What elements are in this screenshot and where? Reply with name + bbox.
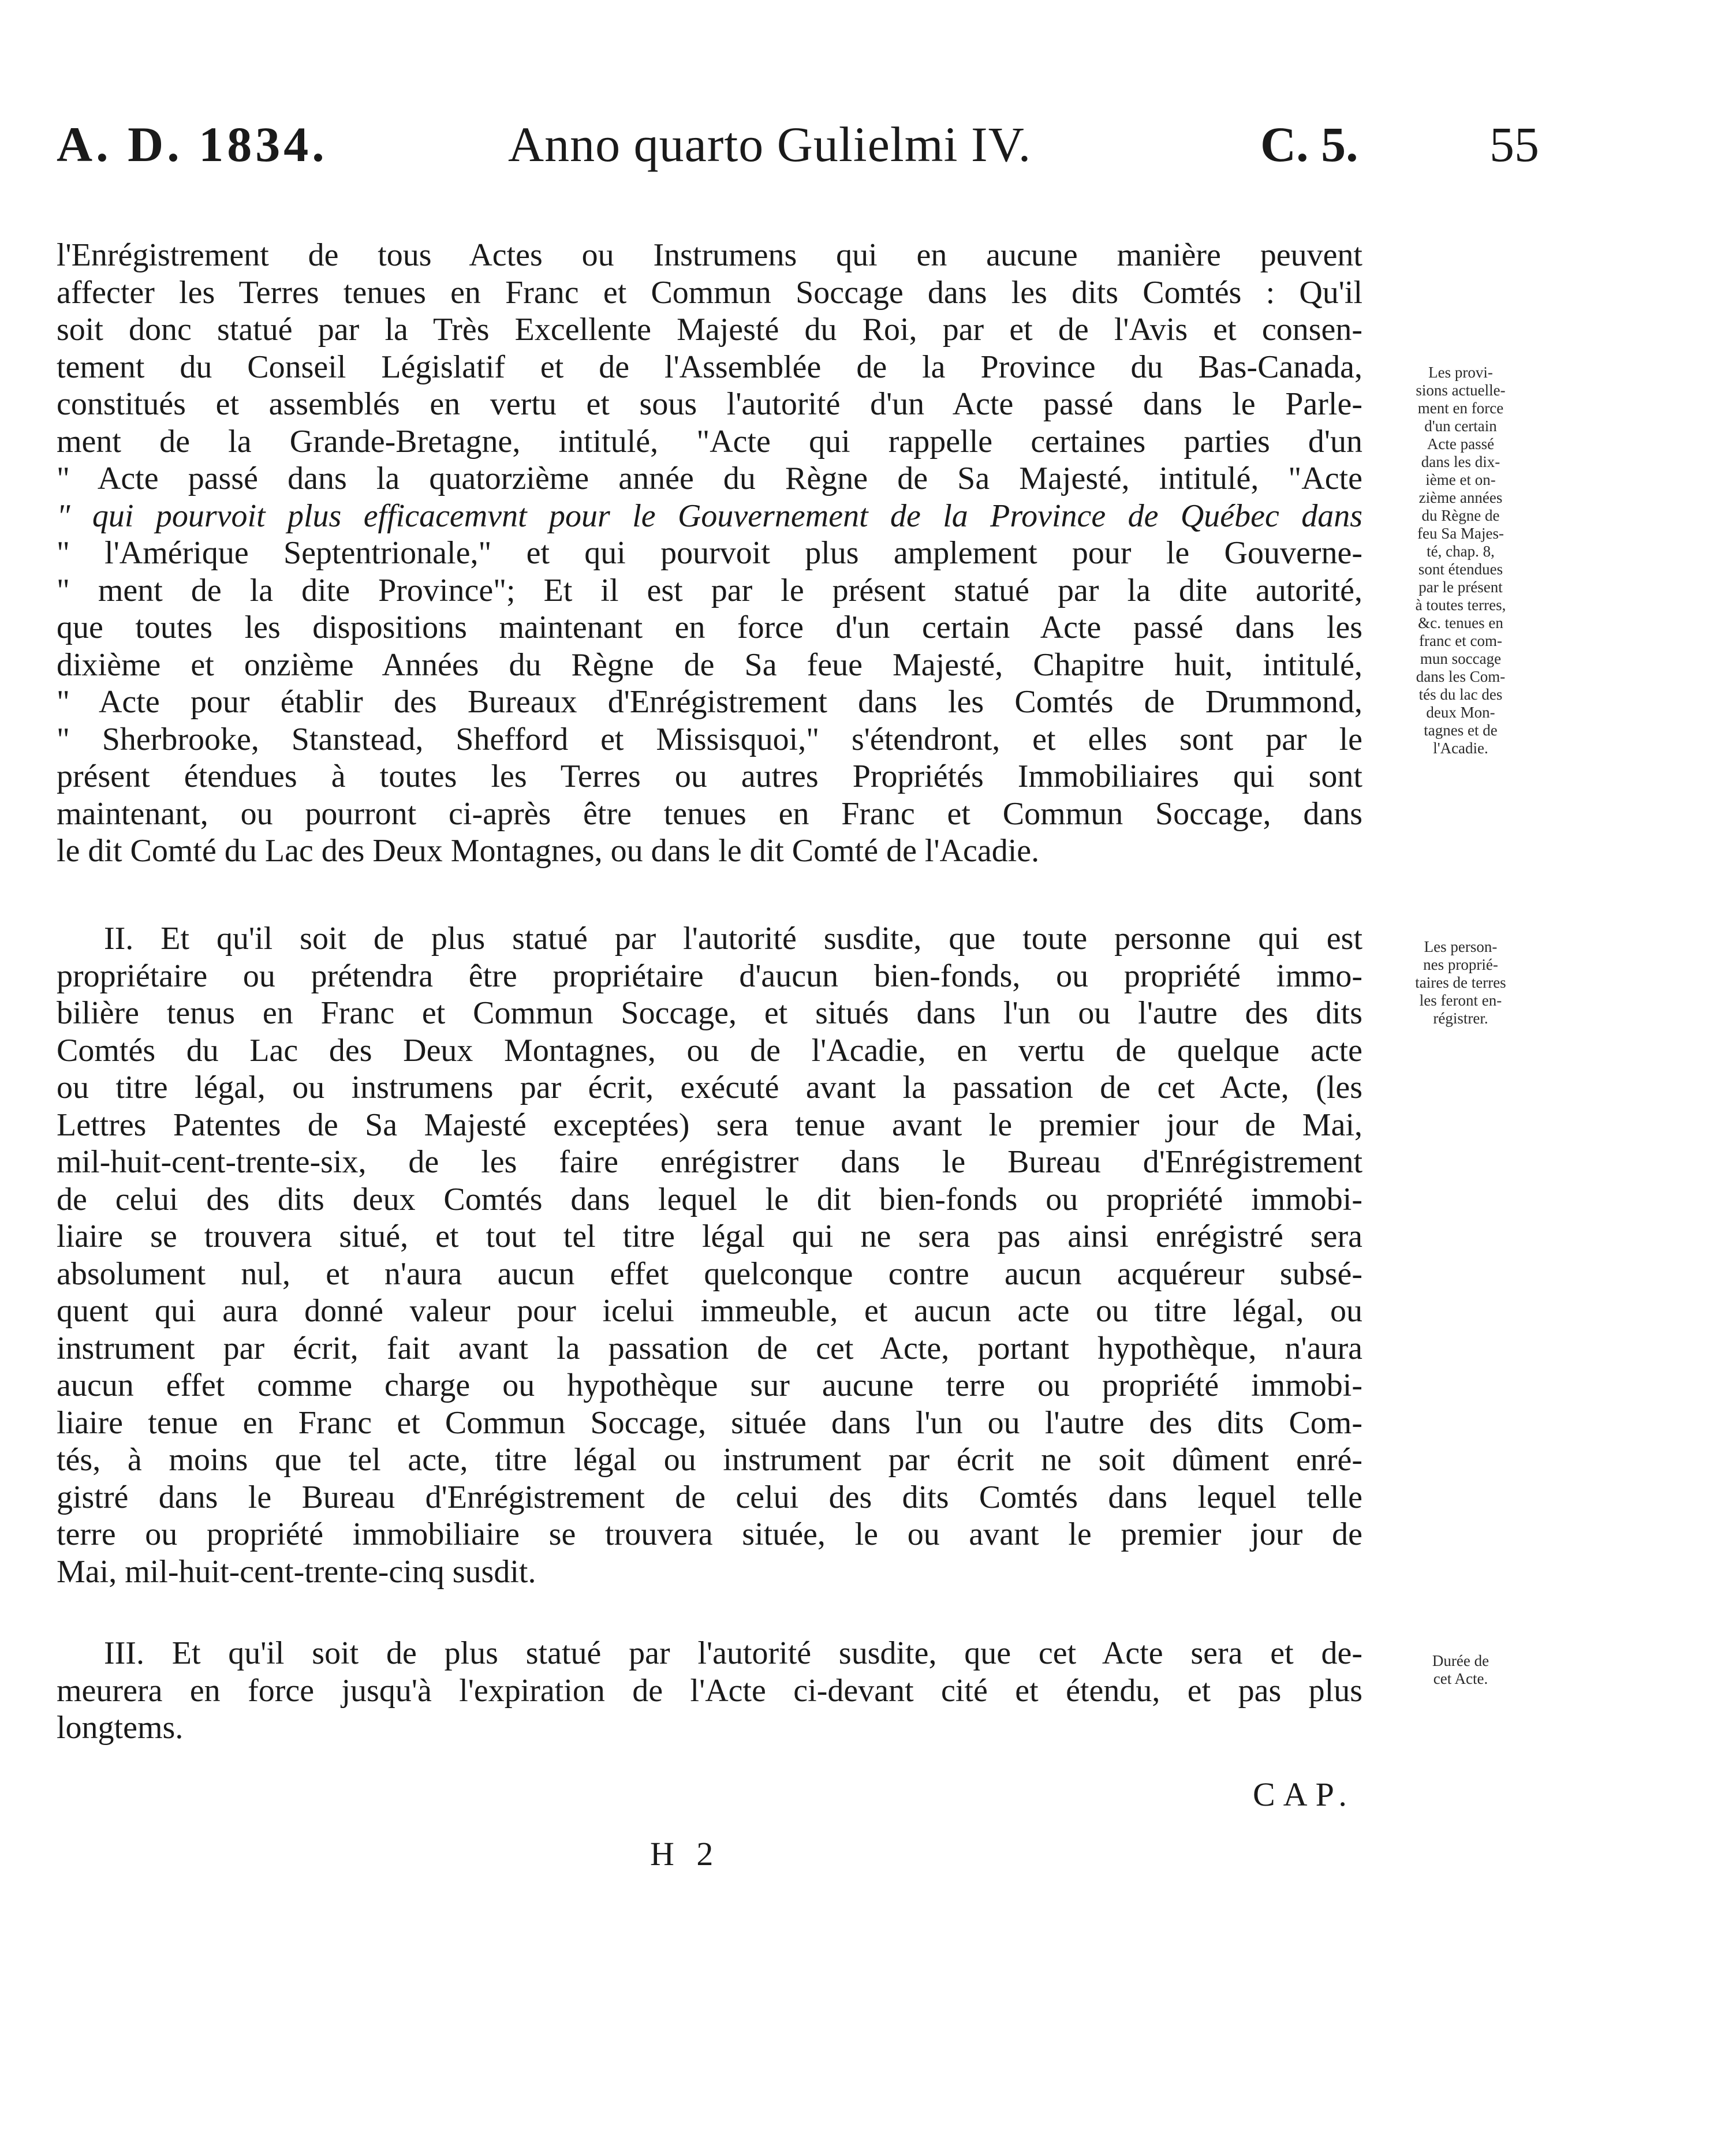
margin-line: l'Acadie. [1433, 739, 1488, 757]
text-line: Mai, mil-huit-cent-trente-cinq susdit. [57, 1553, 536, 1590]
margin-line: régistrer. [1433, 1010, 1488, 1027]
text-line: soit donc statué par la Très Excellente Majesté du Roi, par et de l'Avis et consen- [57, 312, 1362, 348]
margin-line: du Règne de [1421, 507, 1500, 524]
margin-line: cet Acte. [1433, 1670, 1488, 1687]
margin-line: deux Mon- [1426, 704, 1495, 721]
header-chapter: C. 5. [1260, 117, 1358, 172]
text-line: II. Et qu'il soit de plus statué par l'autorité susdite, que toute personne qui est [104, 921, 1362, 956]
text-line: absolument nul, et n'aura aucun effet quelconque contre aucun acquéreur subsé- [57, 1256, 1362, 1292]
margin-line: les feront en- [1419, 992, 1502, 1009]
text-line: de celui des dits deux Comtés dans lequel le dit bien-fonds ou propriété immobi- [57, 1181, 1362, 1217]
text-line: aucun effet comme charge ou hypothèque sur aucune terre ou propriété immobi- [57, 1367, 1362, 1403]
text-line: III. Et qu'il soit de plus statué par l'autorité susdite, que cet Acte sera et de- [104, 1635, 1362, 1671]
text-line: ou titre légal, ou instrumens par écrit, exécuté avant la passation de cet Acte, (les [57, 1070, 1362, 1105]
margin-line: nes proprié- [1423, 956, 1498, 973]
header-title: Anno quarto Gulielmi IV. [508, 117, 1032, 172]
margin-line: dans les Com- [1416, 668, 1506, 685]
margin-line: tés du lac des [1418, 686, 1503, 703]
margin-line: dans les dix- [1421, 453, 1500, 470]
text-line: liaire se trouvera situé, et tout tel titre légal qui ne sera pas ainsi enrégistré sera [57, 1219, 1362, 1254]
margin-line: sont étendues [1418, 561, 1503, 578]
margin-line: ment en force [1417, 399, 1504, 417]
text-line: meurera en force jusqu'à l'expiration de l'Acte ci-devant cité et étendu, et pas plus [57, 1672, 1362, 1709]
text-line: maintenant, ou pourront ci-après être tenues en Franc et Commun Soccage, dans [57, 795, 1362, 832]
text-line: tement du Conseil Législatif et de l'Assemblée de la Province du Bas-Canada, [57, 349, 1362, 385]
margin-line: sions actuelle- [1416, 382, 1506, 399]
text-line: terre ou propriété immobiliaire se trouvera située, le ou avant le premier jour de [57, 1516, 1362, 1552]
text-line: dixième et onzième Années du Règne de Sa feue Majesté, Chapitre huit, intitulé, [57, 647, 1362, 683]
text-line: Lettres Patentes de Sa Majesté exceptées) sera tenue avant le premier jour de Mai, [57, 1107, 1362, 1143]
section-iii [57, 1635, 1362, 1747]
margin-line: tagnes et de [1424, 722, 1498, 739]
margin-line: &c. tenues en [1418, 614, 1503, 632]
text-line: ment de la Grande-Bretagne, intitulé, "Acte qui rappelle certaines parties d'un [57, 423, 1362, 459]
text-line: propriétaire ou prétendra être propriétaire d'aucun bien-fonds, ou propriété immo- [57, 958, 1362, 994]
text-line: bilière tenus en Franc et Commun Soccage, et situés dans l'un ou l'autre des dits [57, 995, 1362, 1031]
margin-line: par le présent [1418, 578, 1503, 596]
margin-line: Les provi- [1428, 364, 1493, 381]
margin-line: feu Sa Majes- [1417, 525, 1504, 542]
text-line: longtems. [57, 1710, 184, 1746]
text-line: instrument par écrit, fait avant la passation de cet Acte, portant hypothèque, n'aura [57, 1330, 1362, 1366]
section-ii [57, 920, 1362, 1590]
margin-note-provisions [1377, 364, 1544, 757]
text-line: tés, à moins que tel acte, titre légal ou instrument par écrit ne soit dûment enré- [57, 1442, 1362, 1478]
text-line: affecter les Terres tenues en Franc et Commun Soccage dans les dits Comtés : Qu'il [57, 274, 1362, 311]
page-number: 55 [1489, 117, 1539, 172]
margin-line: té, chap. 8, [1427, 543, 1495, 560]
text-line: " l'Amérique Septentrionale," et qui pourvoit plus amplement pour le Gouverne- [57, 535, 1362, 571]
catchword: CAP. [1253, 1776, 1355, 1813]
margin-line: zième années [1418, 489, 1503, 506]
margin-line: franc et com- [1419, 632, 1502, 649]
text-line: présent étendues à toutes les Terres ou autres Propriétés Immobiliaires qui sont [57, 758, 1362, 794]
running-header [0, 110, 1736, 185]
text-line: " ment de la dite Province"; Et il est par le présent statué par la dite autorité, [57, 572, 1362, 608]
text-line: " Acte passé dans la quatorzième année du Règne de Sa Majesté, intitulé, "Acte [57, 461, 1362, 496]
text-line: Comtés du Lac des Deux Montagnes, ou de l'Acadie, en vertu de quelque acte [57, 1032, 1362, 1068]
margin-line: Acte passé [1427, 435, 1495, 453]
signature-mark: H 2 [650, 1835, 720, 1873]
text-line: gistré dans le Bureau d'Enrégistrement de celui des dits Comtés dans lequel telle [57, 1479, 1362, 1515]
margin-line: Durée de [1432, 1652, 1489, 1669]
text-line: quent qui aura donné valeur pour icelui immeuble, et aucun acte ou titre légal, ou [57, 1293, 1362, 1329]
paragraph-preamble [57, 237, 1362, 870]
text-line: le dit Comté du Lac des Deux Montagnes, ou dans le dit Comté de l'Acadie. [57, 833, 1040, 869]
margin-line: Les person- [1424, 938, 1498, 955]
header-year: A. D. 1834. [57, 117, 328, 172]
margin-line: mun soccage [1420, 650, 1502, 667]
margin-note-owners [1377, 938, 1544, 1027]
text-line: liaire tenue en Franc et Commun Soccage, située dans l'un ou l'autre des dits Com- [57, 1404, 1362, 1441]
margin-line: ième et on- [1425, 471, 1496, 488]
text-line: " qui pourvoit plus efficacemvnt pour le Gouvernement de la Province de Québec dans [57, 498, 1362, 534]
text-line: l'Enrégistrement de tous Actes ou Instrumens qui en aucune manière peuvent [57, 237, 1362, 273]
margin-line: taires de terres [1415, 974, 1506, 991]
margin-line: à toutes terres, [1415, 596, 1506, 614]
text-line: que toutes les dispositions maintenant en force d'un certain Acte passé dans les [57, 610, 1362, 645]
text-line: constitués et assemblés en vertu et sous l'autorité d'un Acte passé dans le Parle- [57, 386, 1362, 422]
margin-line: d'un certain [1424, 417, 1497, 435]
margin-note-duration [1377, 1652, 1544, 1688]
text-line: " Sherbrooke, Stanstead, Shefford et Missisquoi," s'étendront, et elles sont par le [57, 721, 1362, 757]
text-line: mil-huit-cent-trente-six, de les faire enrégistrer dans le Bureau d'Enrégistrement [57, 1144, 1362, 1180]
text-line: " Acte pour établir des Bureaux d'Enrégistrement dans les Comtés de Drummond, [57, 684, 1362, 720]
